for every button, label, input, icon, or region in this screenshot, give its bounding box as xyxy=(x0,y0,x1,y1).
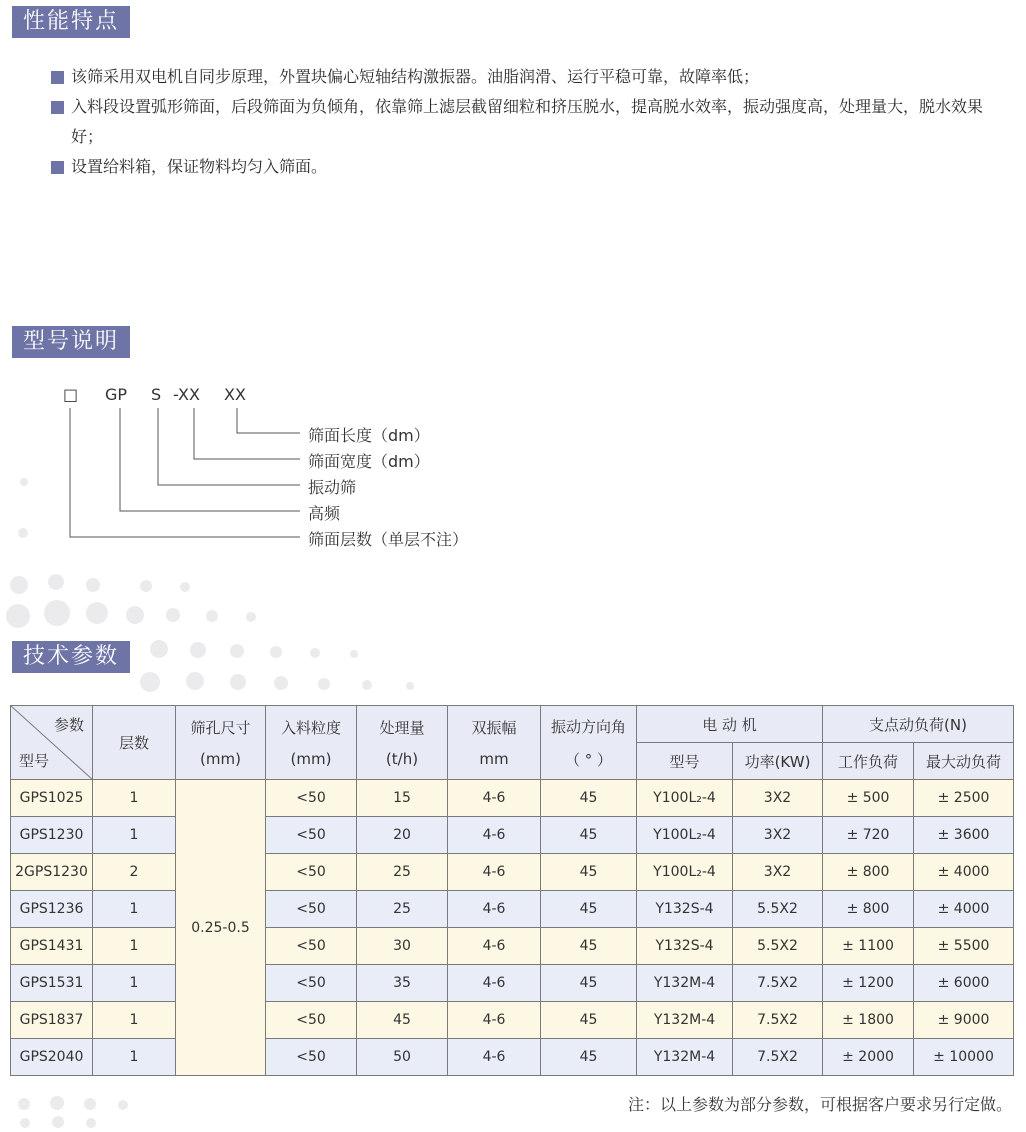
cell-angle: 45 xyxy=(541,854,637,891)
header-angle-unit: （ ° ） xyxy=(564,750,613,769)
table-row xyxy=(11,1039,1014,1076)
cell-capacity: 50 xyxy=(357,1039,448,1076)
table-row xyxy=(11,854,1014,891)
feature-item: 入料段设置弧形筛面，后段筛面为负倾角，依靠筛上滤层截留细粒和挤压脱水，提高脱水效率，振动强度高，处理量大，脱水效果好； xyxy=(51,92,1001,152)
cell-angle: 45 xyxy=(541,965,637,1002)
cell-angle: 45 xyxy=(541,817,637,854)
header-angle xyxy=(541,706,637,780)
cell-work: ± 1800 xyxy=(823,1002,914,1039)
table-footnote: 注：以上参数为部分参数，可根据客户要求另行定做。 xyxy=(627,1095,1012,1114)
header-load-work: 工作负荷 xyxy=(823,743,914,780)
cell-max: ± 3600 xyxy=(914,817,1014,854)
features-section-title: 性能特点 xyxy=(12,6,130,38)
cell-feed: <50 xyxy=(266,817,357,854)
cell-layers: 1 xyxy=(93,928,176,965)
table-row xyxy=(11,891,1014,928)
model-code-leader-lines xyxy=(0,400,320,580)
cell-power: 3X2 xyxy=(733,854,823,891)
cell-angle: 45 xyxy=(541,891,637,928)
cell-motor: Y132M-4 xyxy=(637,1002,733,1039)
cell-capacity: 15 xyxy=(357,780,448,817)
cell-feed: <50 xyxy=(266,965,357,1002)
cell-power: 7.5X2 xyxy=(733,965,823,1002)
model-code-part: -XX xyxy=(173,385,200,404)
cell-max: ± 9000 xyxy=(914,1002,1014,1039)
header-capacity-unit: (t/h) xyxy=(385,750,419,768)
model-label-width: 筛面宽度（dm） xyxy=(308,452,430,471)
features-list xyxy=(51,62,1001,182)
cell-work: ± 720 xyxy=(823,817,914,854)
cell-model: GPS1230 xyxy=(11,817,93,854)
spec-table xyxy=(10,705,1014,1076)
cell-aperture-merged: 0.25-0.5 xyxy=(176,780,266,1076)
header-feed-label: 入料粒度 xyxy=(280,719,341,737)
cell-feed: <50 xyxy=(266,854,357,891)
cell-power: 5.5X2 xyxy=(733,891,823,928)
cell-amplitude: 4-6 xyxy=(448,780,541,817)
cell-amplitude: 4-6 xyxy=(448,965,541,1002)
header-amplitude-unit: mm xyxy=(479,750,509,768)
cell-layers: 1 xyxy=(93,1039,176,1076)
cell-capacity: 20 xyxy=(357,817,448,854)
cell-model: 2GPS1230 xyxy=(11,854,93,891)
cell-angle: 45 xyxy=(541,1039,637,1076)
cell-model: GPS1431 xyxy=(11,928,93,965)
cell-feed: <50 xyxy=(266,891,357,928)
cell-feed: <50 xyxy=(266,780,357,817)
header-angle-label: 振动方向角 xyxy=(550,717,626,736)
header-motor-model: 型号 xyxy=(637,743,733,780)
cell-angle: 45 xyxy=(541,1002,637,1039)
table-row xyxy=(11,817,1014,854)
model-label-screen: 振动筛 xyxy=(308,478,357,497)
header-amplitude xyxy=(448,706,541,780)
header-aperture-label: 筛孔尺寸 xyxy=(190,719,251,737)
header-corner-top: 参数 xyxy=(53,716,84,734)
leader-line xyxy=(158,408,300,485)
header-capacity-label: 处理量 xyxy=(379,719,425,737)
cell-work: ± 1200 xyxy=(823,965,914,1002)
table-row xyxy=(11,965,1014,1002)
cell-motor: Y100L₂-4 xyxy=(637,854,733,891)
model-code-part: GP xyxy=(105,385,128,404)
cell-max: ± 5500 xyxy=(914,928,1014,965)
cell-model: GPS1236 xyxy=(11,891,93,928)
header-amplitude-label: 双振幅 xyxy=(471,719,517,737)
cell-model: GPS1531 xyxy=(11,965,93,1002)
model-label-layers: 筛面层数（单层不注） xyxy=(308,530,469,549)
cell-capacity: 30 xyxy=(357,928,448,965)
header-corner-bottom: 型号 xyxy=(19,752,50,770)
cell-power: 7.5X2 xyxy=(733,1039,823,1076)
header-corner xyxy=(11,706,93,780)
cell-max: ± 4000 xyxy=(914,891,1014,928)
cell-feed: <50 xyxy=(266,1002,357,1039)
cell-power: 5.5X2 xyxy=(733,928,823,965)
cell-feed: <50 xyxy=(266,1039,357,1076)
header-feed xyxy=(266,706,357,780)
header-load: 支点动负荷(N) xyxy=(823,706,1014,743)
header-aperture xyxy=(176,706,266,780)
cell-work: ± 500 xyxy=(823,780,914,817)
header-motor-power: 功率(KW) xyxy=(733,743,823,780)
cell-angle: 45 xyxy=(541,780,637,817)
header-motor: 电 动 机 xyxy=(637,706,823,743)
model-code-part: S xyxy=(151,385,162,404)
cell-model: GPS2040 xyxy=(11,1039,93,1076)
cell-capacity: 25 xyxy=(357,891,448,928)
cell-motor: Y100L₂-4 xyxy=(637,780,733,817)
cell-layers: 1 xyxy=(93,817,176,854)
leader-line xyxy=(237,408,300,433)
cell-amplitude: 4-6 xyxy=(448,1002,541,1039)
model-label-length: 筛面长度（dm） xyxy=(308,426,430,445)
cell-layers: 1 xyxy=(93,891,176,928)
cell-work: ± 2000 xyxy=(823,1039,914,1076)
leader-line xyxy=(70,408,300,537)
cell-layers: 1 xyxy=(93,780,176,817)
cell-power: 3X2 xyxy=(733,817,823,854)
cell-capacity: 35 xyxy=(357,965,448,1002)
header-capacity xyxy=(357,706,448,780)
header-load-max: 最大动负荷 xyxy=(914,743,1014,780)
cell-amplitude: 4-6 xyxy=(448,891,541,928)
table-row xyxy=(11,780,1014,817)
cell-motor: Y132M-4 xyxy=(637,965,733,1002)
cell-motor: Y132M-4 xyxy=(637,1039,733,1076)
cell-model: GPS1837 xyxy=(11,1002,93,1039)
cell-power: 7.5X2 xyxy=(733,1002,823,1039)
feature-item: 该筛采用双电机自同步原理，外置块偏心短轴结构激振器。油脂润滑、运行平稳可靠，故障率低； xyxy=(51,62,1001,92)
cell-layers: 1 xyxy=(93,965,176,1002)
table-row xyxy=(11,928,1014,965)
params-section-title: 技术参数 xyxy=(12,641,130,673)
cell-layers: 2 xyxy=(93,854,176,891)
cell-power: 3X2 xyxy=(733,780,823,817)
model-section-title: 型号说明 xyxy=(12,326,130,358)
cell-capacity: 45 xyxy=(357,1002,448,1039)
cell-amplitude: 4-6 xyxy=(448,928,541,965)
cell-motor: Y132S-4 xyxy=(637,891,733,928)
cell-work: ± 1100 xyxy=(823,928,914,965)
cell-feed: <50 xyxy=(266,928,357,965)
cell-model: GPS1025 xyxy=(11,780,93,817)
cell-angle: 45 xyxy=(541,928,637,965)
cell-motor: Y100L₂-4 xyxy=(637,817,733,854)
cell-work: ± 800 xyxy=(823,891,914,928)
table-row xyxy=(11,1002,1014,1039)
cell-motor: Y132S-4 xyxy=(637,928,733,965)
header-layers: 层数 xyxy=(93,706,176,780)
cell-max: ± 4000 xyxy=(914,854,1014,891)
cell-work: ± 800 xyxy=(823,854,914,891)
model-label-highfreq: 高频 xyxy=(308,504,341,523)
header-aperture-unit: (mm) xyxy=(200,750,241,768)
cell-layers: 1 xyxy=(93,1002,176,1039)
cell-max: ± 10000 xyxy=(914,1039,1014,1076)
cell-amplitude: 4-6 xyxy=(448,854,541,891)
cell-amplitude: 4-6 xyxy=(448,817,541,854)
model-code-part: XX xyxy=(224,385,246,404)
feature-item: 设置给料箱，保证物料均匀入筛面。 xyxy=(51,152,1001,182)
cell-max: ± 6000 xyxy=(914,965,1014,1002)
model-code-part: □ xyxy=(63,385,79,404)
cell-capacity: 25 xyxy=(357,854,448,891)
header-feed-unit: (mm) xyxy=(290,750,332,768)
cell-amplitude: 4-6 xyxy=(448,1039,541,1076)
cell-max: ± 2500 xyxy=(914,780,1014,817)
